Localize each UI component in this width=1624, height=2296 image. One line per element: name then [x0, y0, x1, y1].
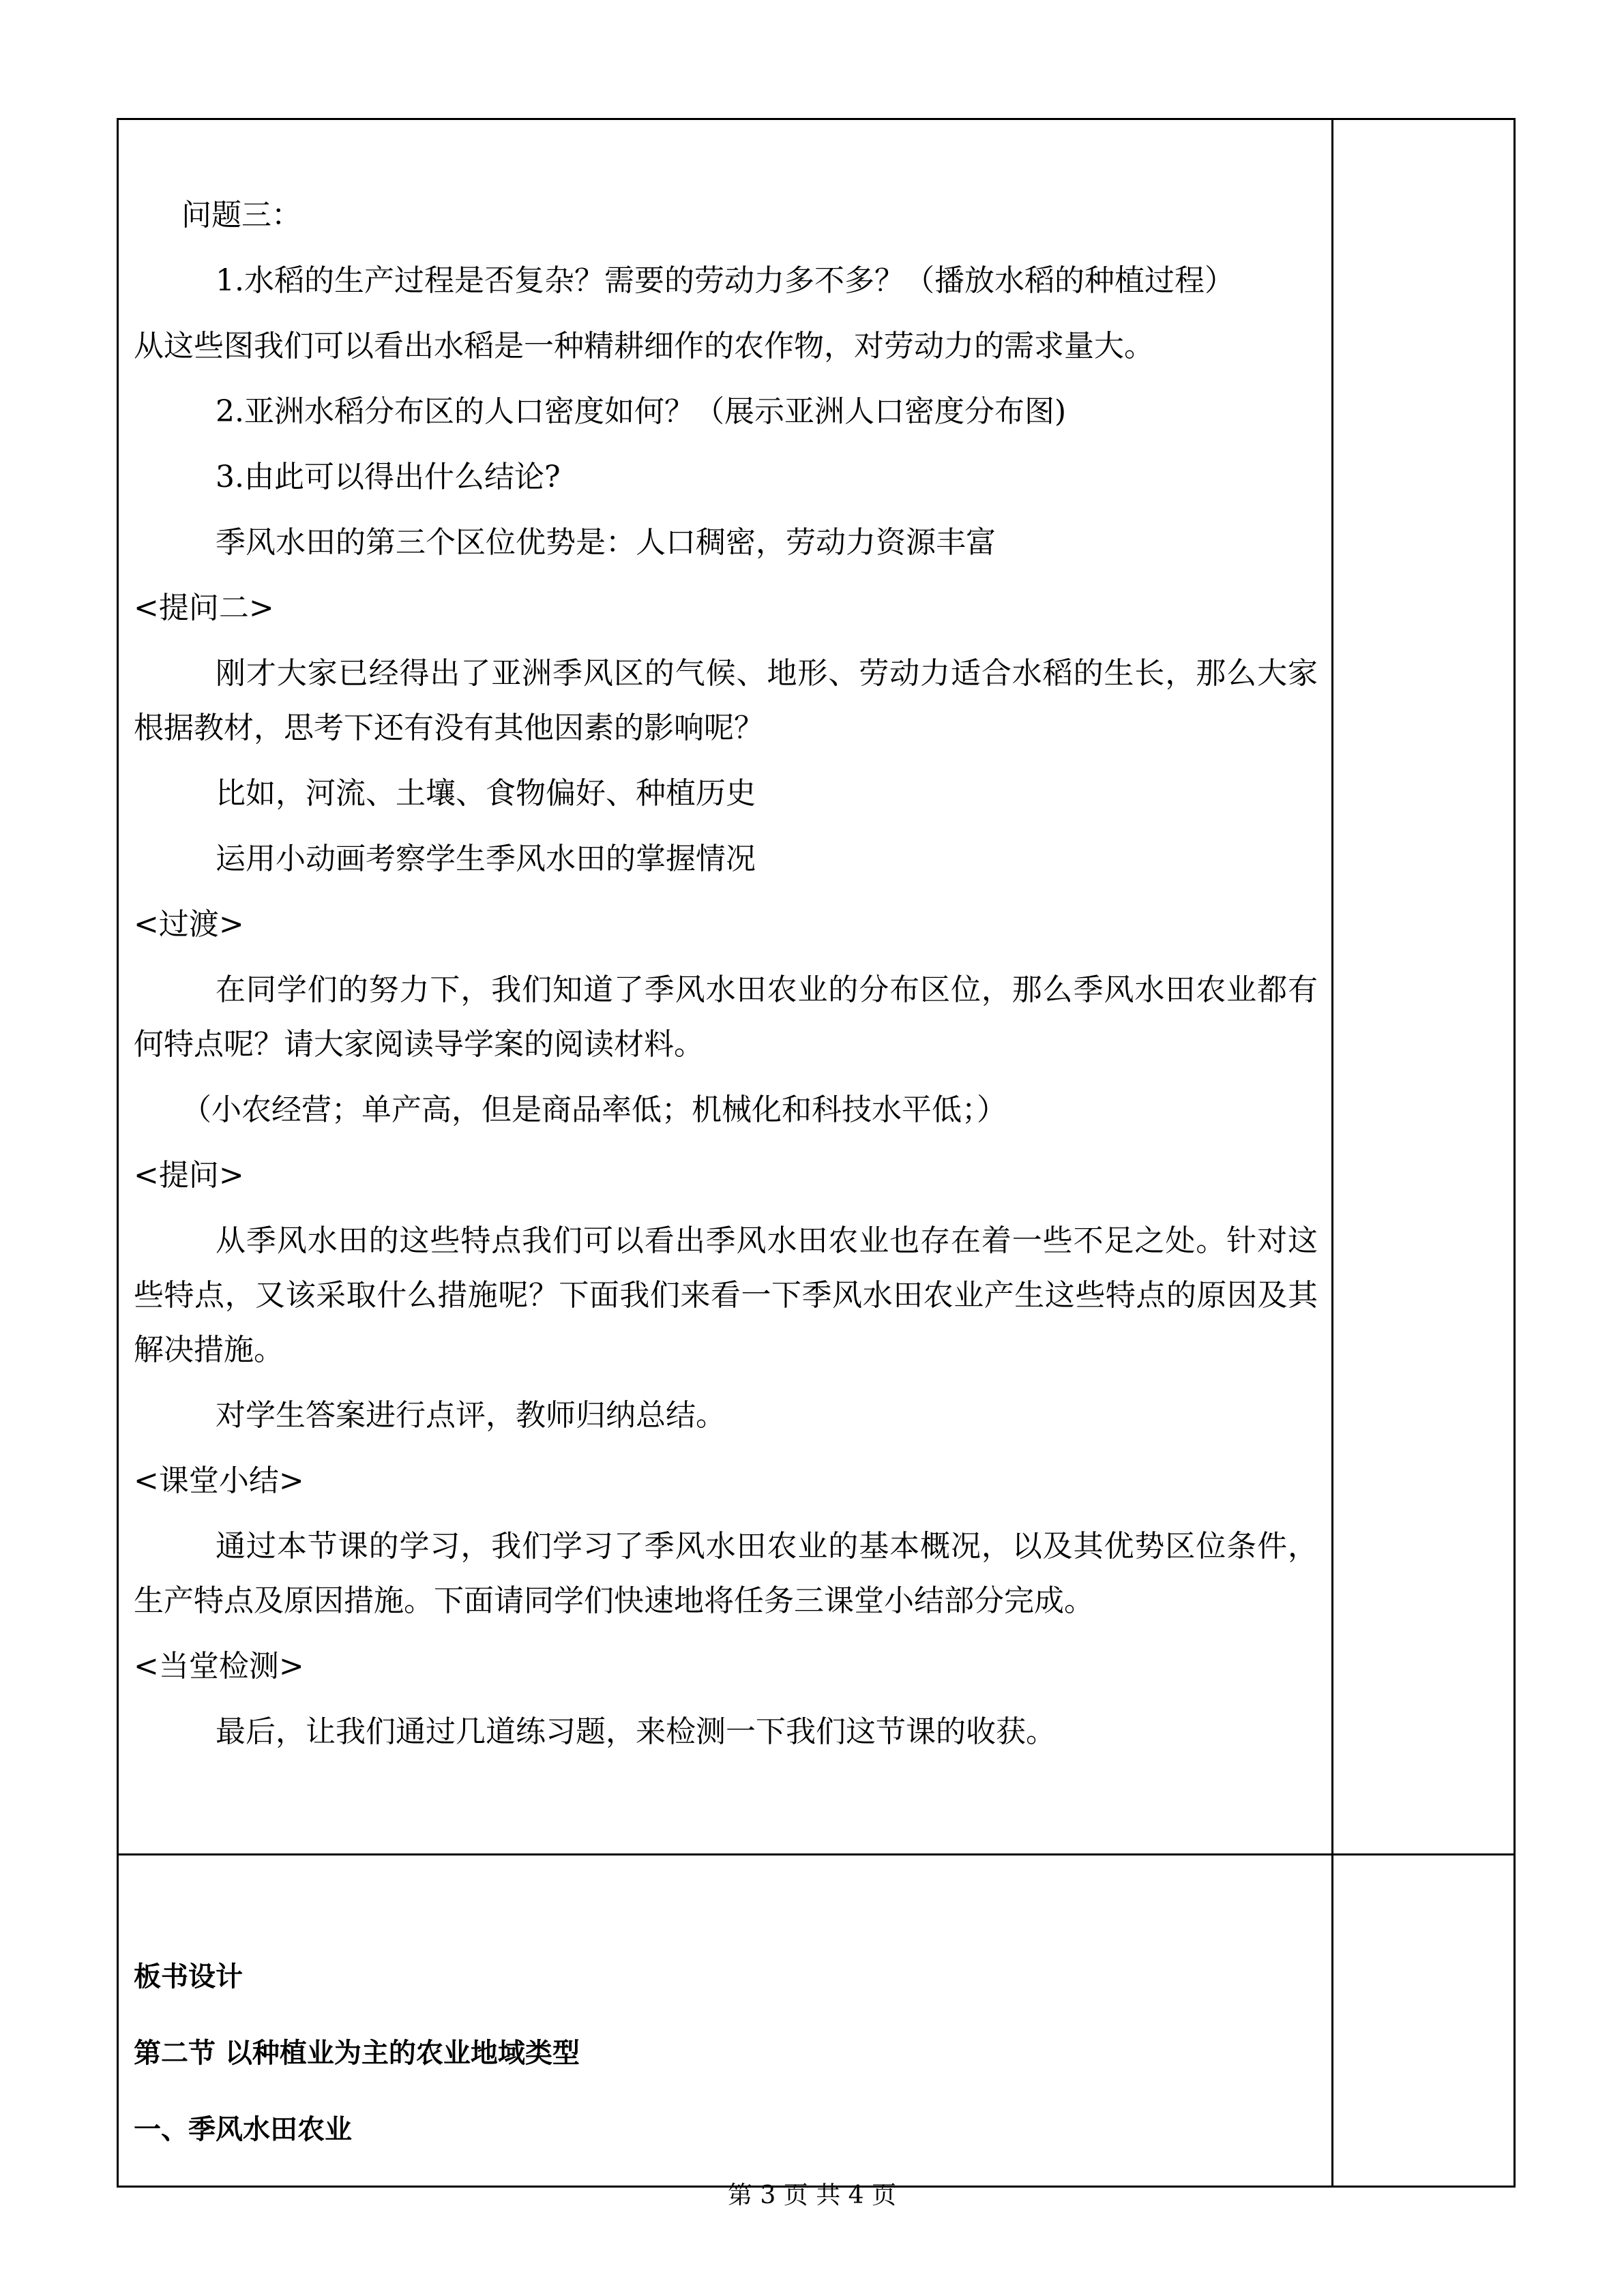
lesson-paragraph: 最后，让我们通过几道练习题，来检测一下我们这节课的收获。: [216, 1714, 1056, 1749]
lesson-paragraph: 季风水田的第三个区位优势是：人口稠密，劳动力资源丰富: [216, 525, 996, 560]
lesson-content: [119, 120, 1331, 1759]
lesson-paragraph: <提问二>: [134, 591, 274, 625]
lesson-paragraph: 在同学们的努力下，我们知道了季风水田农业的分布区位，那么季风水田农业都有何特点呢？请大家阅读导学案的阅读材料。: [134, 972, 1318, 1062]
lesson-paragraph: （小农经营；单产高，但是商品率低；机械化和科技水平低；）: [181, 1092, 1007, 1127]
board-heading: 板书设计: [134, 1960, 243, 1993]
side-notes-cell-2: [1333, 1855, 1515, 2187]
lesson-table: [117, 118, 1516, 2188]
lesson-paragraph: <提问>: [134, 1158, 244, 1193]
board-section-title: 第二节 以种植业为主的农业地域类型: [134, 2037, 580, 2069]
board-subsection-title: 一、季风水田农业: [134, 2113, 352, 2145]
side-notes-cell: [1333, 119, 1515, 1855]
lesson-process-cell: [118, 119, 1333, 1855]
lesson-paragraph: 运用小动画考察学生季风水田的掌握情况: [216, 841, 756, 876]
lesson-paragraph: 刚才大家已经得出了亚洲季风区的气候、地形、劳动力适合水稻的生长，那么大家根据教材，思考下还有没有其他因素的影响呢？: [134, 656, 1318, 745]
lesson-paragraph: 问题三：: [181, 198, 301, 233]
board-design-cell: [118, 1855, 1333, 2187]
lesson-paragraph: 从这些图我们可以看出水稻是一种精耕细作的农作物，对劳动力的需求量大。: [134, 329, 1154, 363]
lesson-paragraph: <当堂检测>: [134, 1649, 304, 1684]
lesson-paragraph: 2.亚洲水稻分布区的人口密度如何？（展示亚洲人口密度分布图): [216, 394, 1067, 429]
lesson-paragraph: 1.水稻的生产过程是否复杂？需要的劳动力多不多？（播放水稻的种植过程）: [216, 263, 1235, 298]
lesson-paragraph: 比如，河流、土壤、食物偏好、种植历史: [216, 776, 756, 811]
lesson-paragraph: 从季风水田的这些特点我们可以看出季风水田农业也存在着一些不足之处。针对这些特点，又该采取什么措施呢？下面我们来看一下季风水田农业产生这些特点的原因及其解决措施。: [134, 1223, 1318, 1367]
page-footer: 第 3 页 共 4 页: [727, 2181, 897, 2209]
lesson-paragraph: 对学生答案进行点评，教师归纳总结。: [216, 1398, 726, 1433]
lesson-paragraph: <课堂小结>: [134, 1463, 304, 1498]
lesson-paragraph: <过渡>: [134, 907, 244, 942]
lesson-paragraph: 3.由此可以得出什么结论?: [216, 460, 561, 494]
lesson-paragraph: 通过本节课的学习，我们学习了季风水田农业的基本概况，以及其优势区位条件，生产特点及原因措施。下面请同学们快速地将任务三课堂小结部分完成。: [134, 1529, 1318, 1618]
